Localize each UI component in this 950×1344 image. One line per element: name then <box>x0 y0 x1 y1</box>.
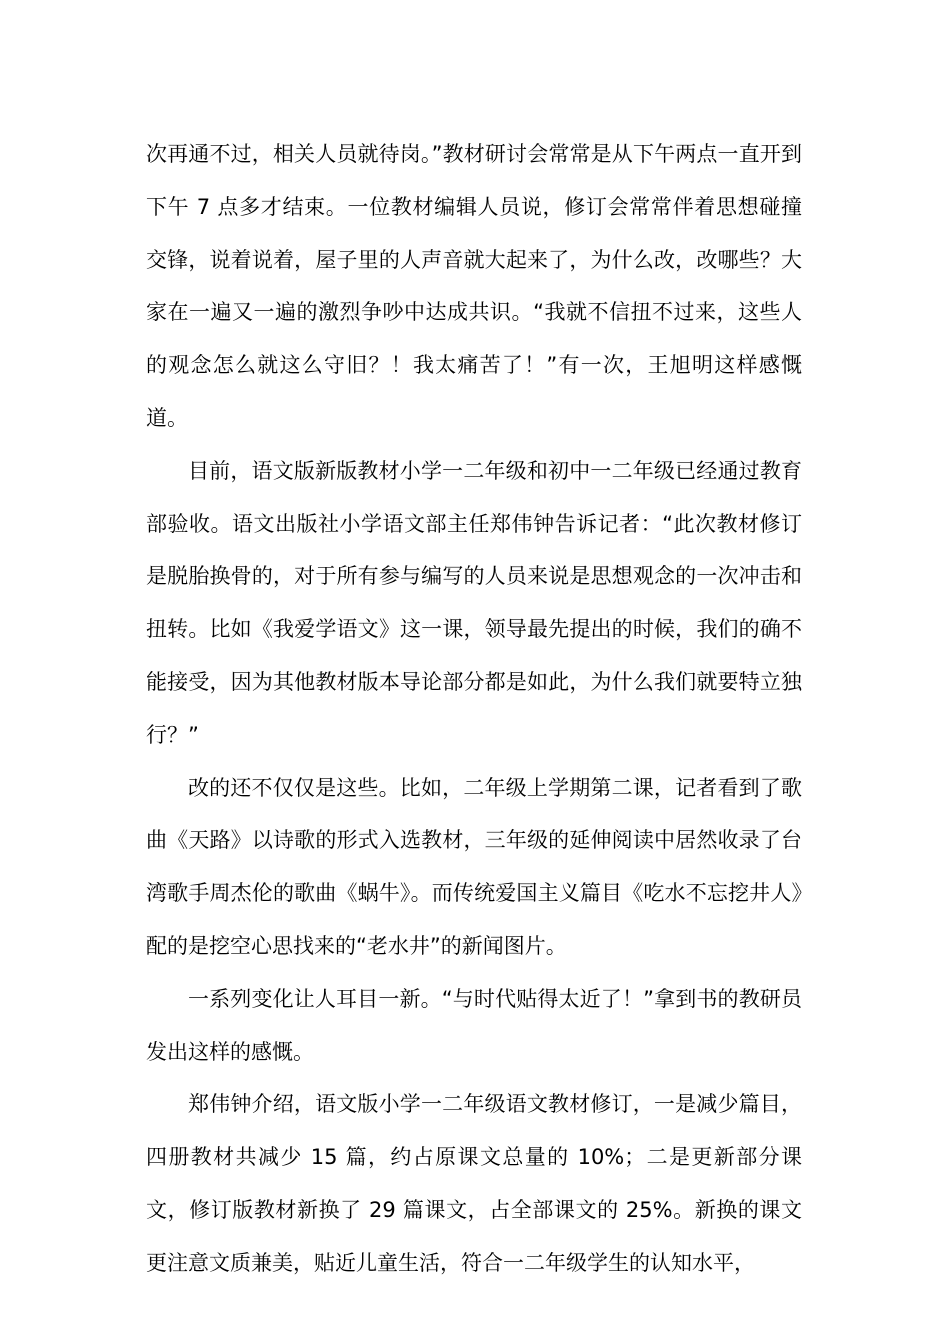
text-line: 时候，我们的确不能接受，因为其他教材版本导论部分都是如此， <box>146 617 803 694</box>
text-line: 为什么我们就要特立独行？” <box>146 669 802 747</box>
text-line: 文更注意文质兼美，贴近儿童生活，符合一二年级学生的认知水平， <box>146 1197 802 1275</box>
text-line: 目前，语文版新版教材小学一二年级和初中一二年级已经通过 <box>188 458 760 483</box>
paragraph <box>146 445 802 762</box>
text-line: 一系列变化让人耳目一新。“与时代贴得太近了！”拿到书的 <box>188 986 739 1011</box>
text-line: 课文，修订版教材新换了 29 篇课文，占全部课文的 25%。新换的课 <box>146 1145 802 1222</box>
text-line: 思想碰撞交锋，说着说着，屋子里的人声音就大起来了，为什么改， <box>146 194 802 272</box>
text-line: 不过来，这些人的观念怎么就这么守旧？！我太痛苦了！”有一次， <box>146 300 802 378</box>
text-line: 了歌曲《天路》以诗歌的形式入选教材，三年级的延伸阅读中居然 <box>146 775 803 853</box>
text-line: 目，四册教材共减少 15 篇，约占原课文总量的 10%；二是更新部分 <box>146 1092 803 1170</box>
text-line: 次再通不过，相关人员就待岗。”教材研讨会常常是从下午两点一 <box>146 142 739 166</box>
text-line: 改的还不仅仅是这些。比如，二年级上学期第二课，记者看到 <box>188 775 760 800</box>
text-line: 郑伟钟介绍，语文版小学一二年级语文教材修订，一是减少篇 <box>188 1092 760 1117</box>
paragraph <box>146 1078 802 1289</box>
paragraph <box>146 973 802 1079</box>
text-line: 改哪些？大家在一遍又一遍的激烈争吵中达成共识。“我就不信扭 <box>146 247 803 325</box>
text-line: 教材修订是脱胎换骨的，对于所有参与编写的人员来说是思想观念 <box>146 511 802 589</box>
text-line: 的一次冲击和扭转。比如《我爱学语文》这一课，领导最先提出的 <box>146 564 803 642</box>
text-line: 王旭明这样感慨道。 <box>146 353 803 430</box>
text-line: 水不忘挖井人》配的是挖空心思找来的“老水井”的新闻图片。 <box>146 881 802 958</box>
text-line: 收录了台湾歌手周杰伦的歌曲《蜗牛》。而传统爱国主义篇目《吃 <box>146 828 802 906</box>
text-line: 直开到下午 7 点多才结束。一位教材编辑人员说，修订会常常伴着 <box>146 142 803 219</box>
paragraph <box>146 762 802 973</box>
paragraph <box>146 128 802 445</box>
text-line: 教育部验收。语文出版社小学语文部主任郑伟钟告诉记者：“此次 <box>146 458 803 536</box>
text-line: 教研员发出这样的感慨。 <box>146 986 802 1064</box>
document-body <box>146 128 802 1290</box>
